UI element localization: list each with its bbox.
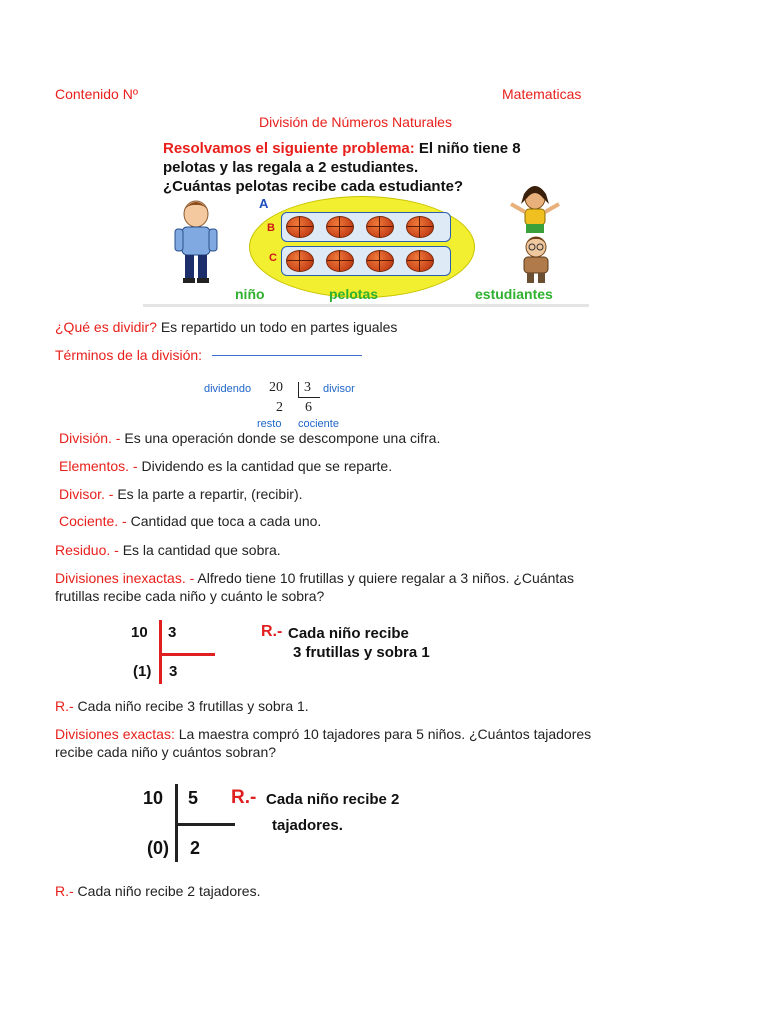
inexactas-answer	[55, 698, 309, 714]
definition-term: Cociente. -	[59, 513, 127, 529]
inexactas-remainder: (1)	[133, 663, 152, 680]
definition-term: División. -	[59, 430, 121, 446]
cociente-label: cociente	[298, 418, 339, 430]
boy-icon	[173, 198, 219, 284]
exactas-line-2: recibe cada niño y cuántos sobran?	[55, 744, 277, 760]
definition-text: Es la cantidad que sobra.	[118, 542, 281, 558]
que-es-dividir-answer: Es repartido un todo en partes iguales	[156, 319, 398, 335]
inexactas-line-1	[55, 570, 574, 586]
inexactas-r-label: R.-	[261, 623, 283, 640]
que-es-dividir-question: ¿Qué es dividir?	[55, 319, 157, 335]
problem-heading-black-1: El niño tiene 8	[418, 140, 521, 157]
exactas-diagram	[140, 780, 440, 866]
inexactas-text-1: Alfredo tiene 10 frutillas y quiere regalar a 3 niños. ¿Cuántas	[194, 570, 575, 586]
subject-label: Matematicas	[502, 86, 582, 102]
ball-icon	[366, 250, 394, 272]
terminos-label: Términos de la división:	[55, 347, 203, 363]
exactas-r-text-2: tajadores.	[272, 817, 343, 834]
cociente-value: 6	[305, 400, 312, 415]
divisor-label: divisor	[323, 383, 355, 395]
resto-label: resto	[257, 418, 282, 430]
division-bracket-vertical	[298, 382, 299, 398]
ball-icon	[406, 216, 434, 238]
problem-heading-black-3: ¿Cuántas pelotas recibe cada estudiante?	[163, 178, 464, 195]
exactas-answer-text: Cada niño recibe 2 tajadores.	[73, 883, 261, 899]
ball-icon	[286, 250, 314, 272]
exactas-r-text-1: Cada niño recibe 2	[266, 791, 400, 808]
definition-term: Residuo. -	[55, 542, 119, 558]
exactas-line-1	[55, 726, 591, 742]
ball-icon	[326, 250, 354, 272]
problem-heading-red: Resolvamos el siguiente problema:	[163, 140, 415, 157]
exactas-remainder: (0)	[147, 838, 169, 858]
inexactas-diagram	[128, 620, 458, 688]
ball-icon	[286, 216, 314, 238]
terminos-underline	[212, 355, 362, 356]
inexactas-quotient: 3	[169, 663, 178, 680]
definition-divisor	[59, 486, 303, 502]
exactas-answer-label: R.-	[55, 883, 74, 899]
content-number-label: Contenido Nº	[55, 86, 138, 102]
inexactas-line-2: frutillas recibe cada niño y cuánto le sobra?	[55, 588, 325, 604]
label-c: C	[269, 252, 277, 264]
label-a: A	[259, 196, 269, 211]
definition-elementos	[59, 458, 392, 474]
definition-division	[59, 430, 440, 446]
definition-term: Divisor. -	[59, 486, 114, 502]
ball-icon	[366, 216, 394, 238]
resto-value: 2	[276, 400, 283, 415]
definition-cociente	[59, 513, 321, 529]
definition-term: Elementos. -	[59, 458, 138, 474]
girl-student-icon	[507, 184, 563, 236]
caption-nino: niño	[235, 286, 265, 302]
exactas-dividend: 10	[143, 788, 164, 808]
caption-pelotas: pelotas	[329, 286, 379, 302]
definition-text: Es la parte a repartir, (recibir).	[113, 486, 303, 502]
divisor-value: 3	[304, 380, 311, 395]
illustration-bottom-shadow	[143, 304, 589, 307]
definition-text: Cantidad que toca a cada uno.	[126, 513, 322, 529]
terms-diagram	[204, 380, 374, 434]
problem-heading-black-2: pelotas y las regala a 2 estudiantes.	[163, 159, 419, 176]
inexactas-horizontal-bar	[159, 653, 215, 656]
exactas-r-label: R.-	[231, 787, 257, 808]
inexactas-answer-text: Cada niño recibe 3 frutillas y sobra 1.	[73, 698, 309, 714]
exactas-term: Divisiones exactas:	[55, 726, 175, 742]
inexactas-divisor: 3	[168, 624, 177, 641]
definition-residuo	[55, 542, 281, 558]
exactas-divisor: 5	[188, 788, 199, 808]
ball-icon	[406, 250, 434, 272]
inexactas-answer-label: R.-	[55, 698, 74, 714]
definition-text: Dividendo es la cantidad que se reparte.	[137, 458, 393, 474]
inexactas-term: Divisiones inexactas. -	[55, 570, 195, 586]
inexactas-dividend: 10	[131, 624, 148, 641]
inexactas-vertical-bar	[159, 620, 162, 684]
exactas-horizontal-bar	[175, 823, 235, 826]
division-bracket-horizontal	[298, 397, 320, 398]
inexactas-r-text-1: Cada niño recibe	[288, 625, 409, 642]
page-title: División de Números Naturales	[259, 114, 452, 130]
label-b: B	[267, 222, 275, 234]
exactas-answer	[55, 883, 260, 899]
definition-text: Es una operación donde se descompone una cifra.	[120, 430, 441, 446]
inexactas-r-text-2: 3 frutillas y sobra 1	[293, 644, 430, 661]
dividendo-label: dividendo	[204, 383, 252, 395]
exactas-text-1: La maestra compró 10 tajadores para 5 niños. ¿Cuántos tajadores	[174, 726, 592, 742]
dividendo-value: 20	[269, 380, 283, 395]
que-es-dividir-line	[55, 319, 397, 335]
boy-student-icon	[513, 234, 559, 284]
ball-icon	[326, 216, 354, 238]
caption-estudiantes: estudiantes	[475, 286, 553, 302]
exactas-quotient: 2	[190, 838, 201, 858]
problem-illustration	[143, 136, 589, 308]
